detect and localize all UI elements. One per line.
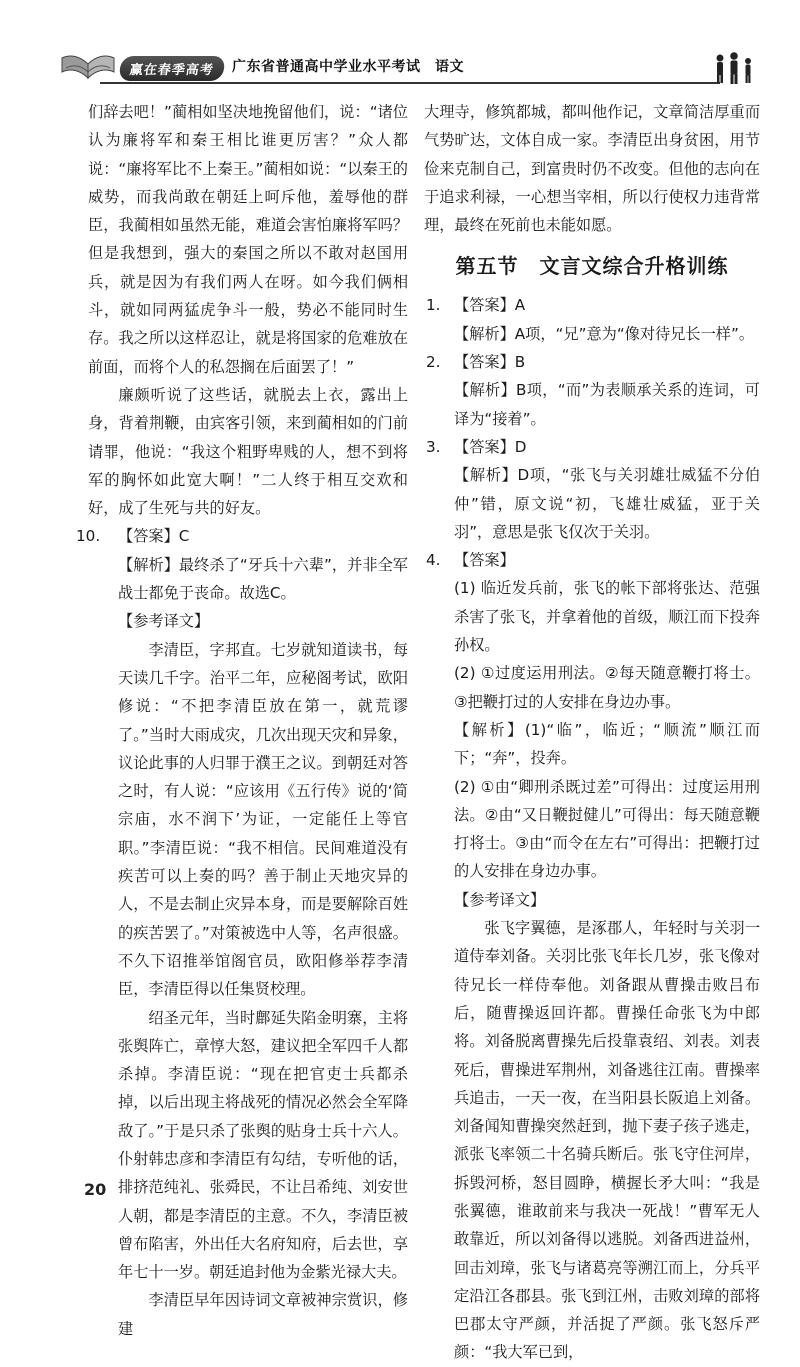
answer-text: (1) 临近发兵前，张飞的帐下部将张达、范强杀害了张飞，并拿着他的首级，顺江而下投奔孙权。 [454,579,760,655]
answer-line: 【答案】A [454,296,526,315]
answer-line: 【答案】D [454,437,527,456]
question-4 [424,546,760,1367]
analysis-text: 【解析】最终杀了“牙兵十六辈”，并非全军战士都免于丧命。故选C。 [118,555,408,603]
question-10 [76,522,408,1343]
question-number: 3. [426,437,441,456]
page-number: 20 [84,1180,107,1199]
paragraph: 廉颇听说了这些话，就脱去上衣，露出上身，背着荆鞭，由宾客引领，来到蔺相如的门前请罪，他说：“我这个粗野卑贱的人，想不到将军的胸怀如此宽大啊！”二人终于相互交欢和好，成了生死与共的好友。 [88,385,408,518]
brand-banner: 赢在春季高考 [118,56,226,81]
analysis-text: 【解析】A项，“兄”意为“像对待兄长一样”。 [454,324,755,343]
question-number: 2. [426,353,441,372]
left-column [76,98,408,1343]
analysis-text: (2) ①由“卿刑杀既过差”可得出：过度运用刑法。②由“又日鞭挝健儿”可得出：每天随意鞭打将士。③由“而令在左右”可得出：把鞭打过的人安排在身边办事。 [454,777,760,881]
reference-translation-heading: 【参考译文】 [118,612,210,631]
translation-paragraph: 李清臣，字邦直。七岁就知道读书，每天读几千字。治平二年，应秘阁考试，欧阳修说：“不把李清臣放在第一，就荒谬了。”当时大雨成灾，几次出现天灾和异象，议论此事的人归罪于濮王之议。到朝廷对答之时，有人说：“应该用《五行传》说的‘简宗庙，水不润下’为证，一定能任上等官职。”李清臣说：“我不相信。民间难道没有疾苦可以上奏的吗？善于制止天地灾异的人，不是去制止灾异本身，而是要解除百姓的疾苦罢了。”对策被选中人等，名声很盛。不久下诏推举馆阁官员，欧阳修举荐李清臣，李清臣得以任集贤校理。 [118,640,408,999]
analysis-text: 【解析】B项，“而”为表顺承关系的连词，可译为“接着”。 [454,381,760,428]
question-number: 1. [426,296,441,315]
question-3 [424,433,760,546]
page-header [0,0,800,92]
paragraph: 大理寺，修筑都城，都叫他作记，文章简洁厚重而气势旷达，文体自成一家。李清臣出身贫困，用节俭来克制自己，到富贵时仍不改变。但他的志向在于追求利禄，一心想当宰相，所以行使权力违背常理，最终在死前也未能如愿。 [424,103,760,235]
answer-line: 【答案】C [118,527,190,546]
translation-paragraph: 绍圣元年，当时鄜延失陷金明寨，主将张舆阵亡，章惇大怒，建议把全军四千人都杀掉。李清臣说：“现在把官吏士兵都杀掉，以后出现主将战死的情况必然会全军降敌了。”于是只杀了张舆的贴身士兵十六人。仆射韩忠彦和李清臣有勾结，专听他的话，排挤范纯礼、张舜民，不让吕希纯、刘安世人朝，都是李清臣的主意。不久，李清臣被曾布陷害，外出任大名府知府，后去世，享年七十一岁。朝廷追封他为金紫光禄大夫。 [118,1008,408,1282]
question-1 [424,291,760,348]
analysis-text: 【解析】(1)“临”，临近；“顺流”顺江而下；“奔”，投奔。 [454,720,760,768]
question-number: 4. [426,551,441,570]
book-icon [60,48,116,82]
reference-translation-heading: 【参考译文】 [454,890,546,909]
right-column [424,98,760,1367]
section-title: 第五节 文言文综合升格训练 [455,254,729,279]
header-rule [100,82,720,84]
header-title: 广东省普通高中学业水平考试 语文 [232,59,464,75]
question-2 [424,348,760,433]
people-icon [712,52,756,84]
paragraph: 们辞去吧！”蔺相如坚决地挽留他们，说：“诸位认为廉将军和秦王相比谁更厉害？”众人都说：“廉将军比不上秦王。”蔺相如说：“以秦王的威势，而我尚敢在朝廷上呵斥他，羞辱他的群臣，我蔺相如虽然无能，难道会害怕廉将军吗？但是我想到，强大的秦国之所以不敢对赵国用兵，就是因为有我们两人在呀。如今我们俩相斗，就如同两猛虎争斗一般，势必不能同时生存。我之所以这样忍让，就是将国家的危难放在前面，而将个人的私怨搁在后面罢了！” [88,103,408,376]
question-number: 10. [76,527,101,546]
translation-paragraph: 李清臣早年因诗词文章被神宗赏识，修建 [118,1291,408,1338]
answer-text: (2) ①过度运用刑法。②每天随意鞭打将士。③把鞭打过的人安排在身边办事。 [454,664,760,711]
answer-line: 【答案】 [454,551,515,570]
answer-line: 【答案】B [454,353,526,372]
translation-paragraph: 张飞字翼德，是涿郡人，年轻时与关羽一道侍奉刘备。关羽比张飞年长几岁，张飞像对待兄长一样侍奉他。刘备跟从曹操击败吕布后，随曹操返回许都。曹操任命张飞为中郎将。刘备脱离曹操先后投靠袁绍、刘表。刘表死后，曹操进军荆州，刘备逃往江南。曹操率兵追击，一天一夜，在当阳县长阪追上刘备。刘备闻知曹操突然赶到，抛下妻子孩子逃走，派张飞率领二十名骑兵断后。张飞守住河岸，拆毁河桥，怒目圆睁，横握长矛大叫：“我是张翼德，谁敢前来与我决一死战！”曹军无人敢靠近，所以刘备得以逃脱。刘备西进益州，回击刘璋，张飞与诸葛亮等溯江而上，分兵平定沿江各郡县。张飞到江州，击败刘璋的部将巴郡太守严颜，并活捉了严颜。张飞怒斥严颜：“我大军已到， [454,919,760,1362]
analysis-text: 【解析】D项，“张飞与关羽雄壮威猛不分伯仲”错，原文说“初，飞雄壮威猛，亚于关羽”，意思是张飞仅次于关羽。 [454,466,760,541]
